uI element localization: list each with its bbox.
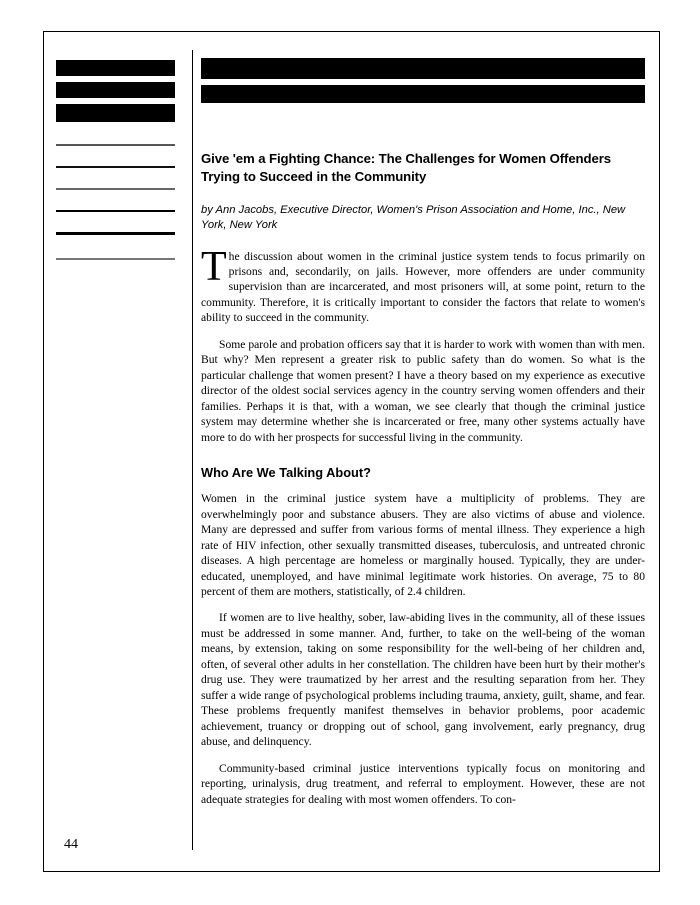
rail-divider-5 <box>56 232 175 235</box>
section-heading: Who Are We Talking About? <box>201 465 371 481</box>
article-title: Give 'em a Fighting Chance: The Challenges for Women Offenders Trying to Succeed in the Community <box>201 151 611 184</box>
paragraph-5: Community-based criminal justice interventions typically focus on monitoring and reporting, urinalysis, drug treatment, and referral to employment. However, these are not adequate strategies for dealing with most women offenders. To con- <box>201 761 645 806</box>
redacted-block-1 <box>56 60 175 76</box>
rail-divider-1 <box>56 144 175 146</box>
paragraph-3: Women in the criminal justice system have a multiplicity of problems. They are overwhelmingly poor and substance abusers. They are also victims of abuse and violence. Many are depressed and suffer from various forms of mental illness. They experience a high rate of HIV infection, other sexually transmitted diseases, tuberculosis, and untreated chronic diseases. A high percentage are homeless or marginally housed. Typically, they are under-educated, unemployed, and have minimal legitimate work histories. On average, 75 to 80 percent of them are mothers, statistically, of 2.4 children. <box>201 492 645 598</box>
paragraph-4: If women are to live healthy, sober, law-abiding lives in the community, all of these issues must be addressed in some manner. And, further, to take on the well-being of the woman means, by extension, taking on some responsibility for the well-being of her children and, often, of several other adults in her constellation. The children have been hurt by their mother's drug use. They were traumatized by her arrest and the resulting separation from her. They suffer a wide range of psychological problems including trauma, anxiety, guilt, shame, and fear. These problems frequently manifest themselves in behavior problems, poor academic achievement, truancy or dropping out of school, gang involvement, early pregnancy, drug abuse, and delinquency. <box>201 611 645 749</box>
redacted-block-2 <box>56 82 175 98</box>
page-number: 44 <box>64 837 78 852</box>
rail-divider-2 <box>56 166 175 168</box>
column-divider <box>192 50 193 850</box>
article-byline: by Ann Jacobs, Executive Director, Women's Prison Association and Home, Inc., New York, New York <box>201 203 626 232</box>
rail-divider-3 <box>56 188 175 190</box>
paragraph-2: Some parole and probation officers say that it is harder to work with women than with men. But why? Men represent a greater risk to public safety than do women. So what is the particular challenge that women present? I have a theory based on my experience as executive director of the oldest social services agency in the country serving women offenders and their families. Perhaps it is that, with a woman, we see clearly that though the criminal justice system may determine whether she is incarcerated or free, many other systems actually have more to do with her prospects for successful living in the community. <box>201 337 645 444</box>
lead-paragraph <box>201 243 645 326</box>
document-page <box>43 31 660 872</box>
lead-paragraph-text: he discussion about women in the criminal justice system tends to focus primarily on prisons and, secondarily, on jails. However, more offenders are under community supervision than are incarcerated, and most prisoners will, at some point, return to the community. Therefore, it is critically important to consider the factors that relate to women's ability to succeed in the community. <box>201 249 645 325</box>
masthead-bar-1 <box>201 58 645 79</box>
drop-cap: T <box>201 243 227 290</box>
sidebar-rail <box>44 32 192 871</box>
rail-divider-6 <box>56 258 175 260</box>
article-column <box>201 32 645 807</box>
redacted-block-3 <box>56 104 175 122</box>
masthead-bar-2 <box>201 85 645 103</box>
masthead <box>201 58 645 122</box>
rail-divider-4 <box>56 210 175 212</box>
